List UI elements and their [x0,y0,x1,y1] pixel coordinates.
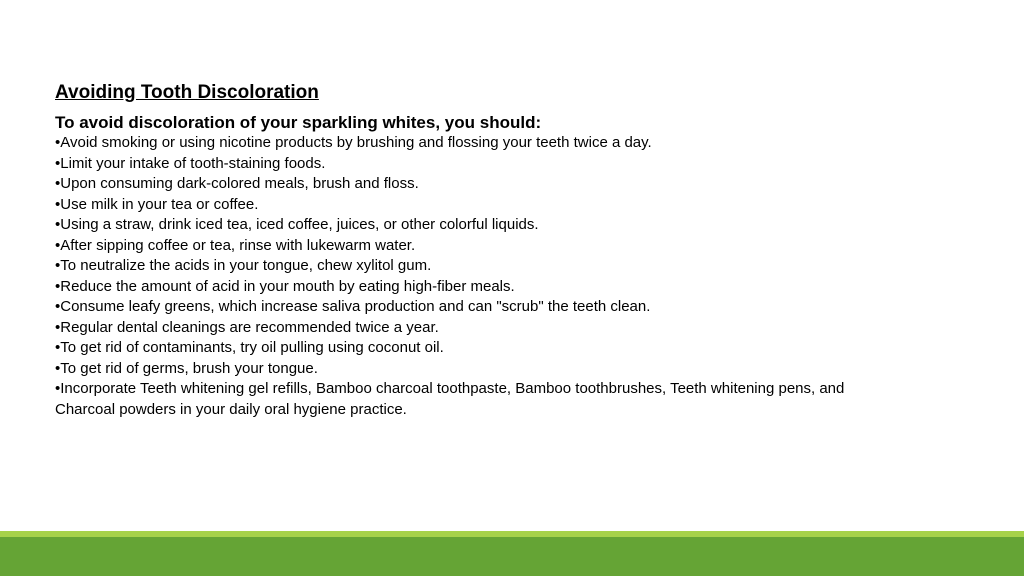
bullet-item: •Incorporate Teeth whitening gel refills, Bamboo charcoal toothpaste, Bamboo toothbrushes, Teeth whitening pens, and Charcoal powders in your daily oral hygiene practice. [55,380,845,418]
bullet-item: •Regular dental cleanings are recommended twice a year. [55,318,439,336]
footer-bar [0,537,1024,576]
bullet-item: •Limit your intake of tooth-staining foods. [55,154,326,172]
bullet-list [55,133,895,420]
bullet-item: •Use milk in your tea or coffee. [55,195,259,213]
slide-title: Avoiding Tooth Discoloration [55,82,319,103]
bullet-item: •Reduce the amount of acid in your mouth by eating high-fiber meals. [55,277,515,295]
bullet-item: •Upon consuming dark-colored meals, brush and floss. [55,175,419,192]
slide-intro: To avoid discoloration of your sparkling whites, you should: [55,113,542,132]
bullet-item: •To get rid of contaminants, try oil pulling using coconut oil. [55,339,444,356]
bullet-item: •To get rid of germs, brush your tongue. [55,359,318,377]
bullet-item: •After sipping coffee or tea, rinse with lukewarm water. [55,236,416,254]
bullet-item: •Consume leafy greens, which increase saliva production and can "scrub" the teeth clean. [55,298,651,315]
bullet-item: •To neutralize the acids in your tongue, chew xylitol gum. [55,257,432,274]
bullet-item: •Avoid smoking or using nicotine products by brushing and flossing your teeth twice a day. [55,134,652,151]
bullet-item: •Using a straw, drink iced tea, iced coffee, juices, or other colorful liquids. [55,216,539,233]
slide-content [55,81,895,420]
